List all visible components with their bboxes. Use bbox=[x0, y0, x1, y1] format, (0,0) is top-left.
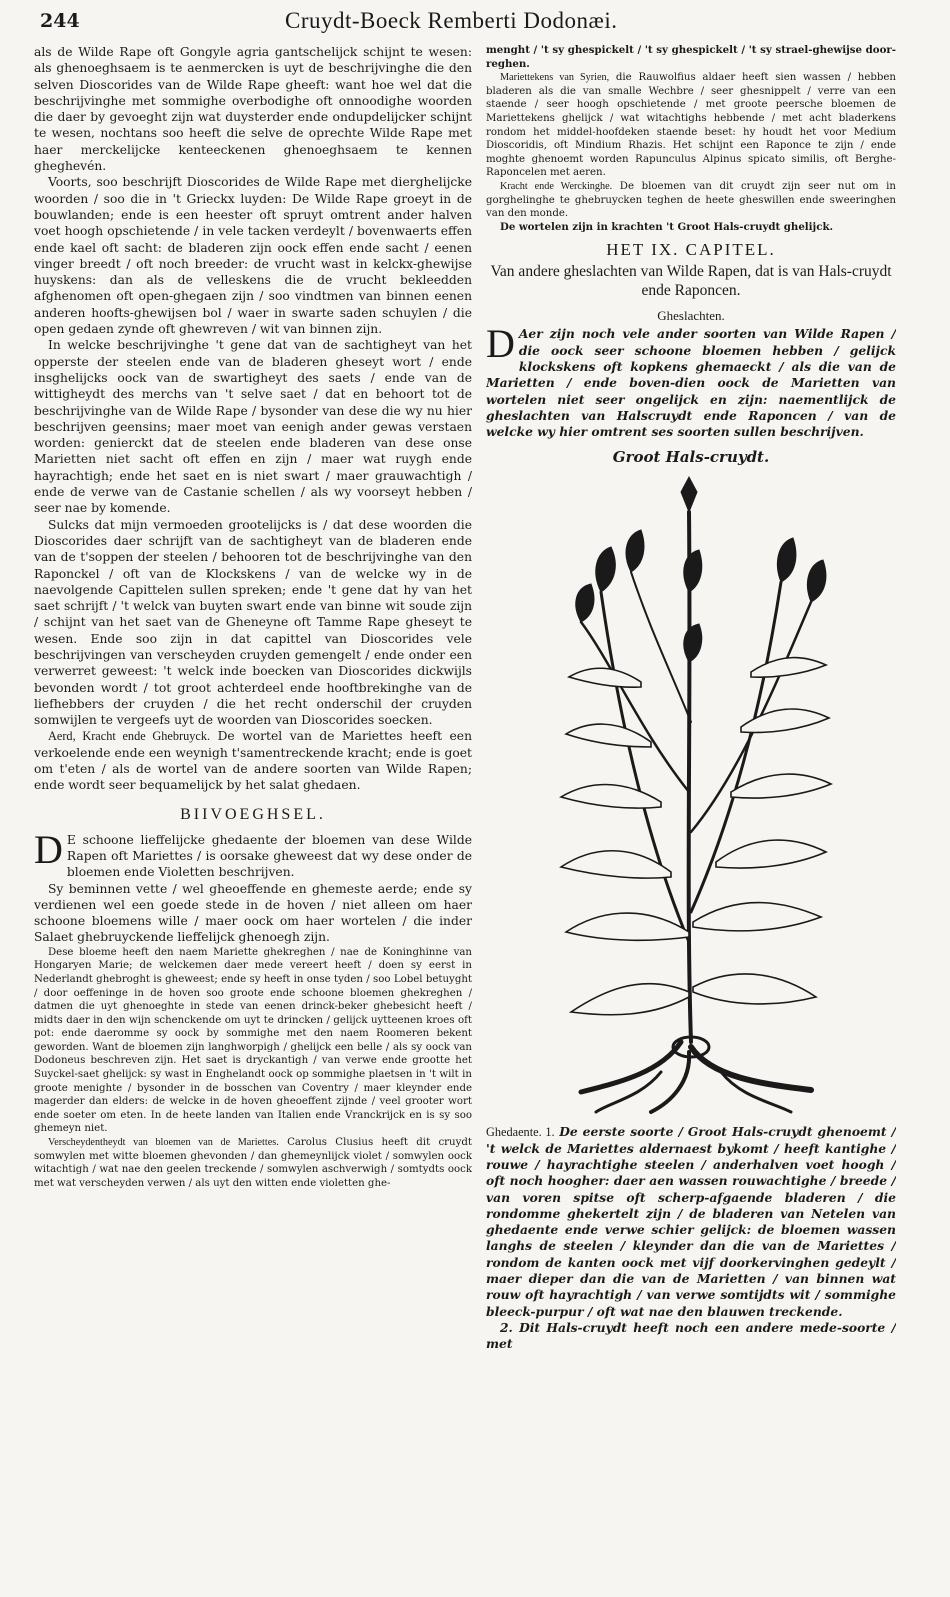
chapter-subtitle: Van andere gheslachten van Wilde Rapen, dat is van Hals-cruydt ende Raponcen. bbox=[490, 263, 892, 300]
paragraph: als de Wilde Rape oft Gongyle agria gantschelijck schijnt te wesen: als ghenoeghsaem is te aenmercken is uyt de beschrijvinghe die den selven Dioscorides van de Wilde Rape gheeft: want hoe wel dat die beschrijvinghe met sommighe overbodighe oft onnoodighe woorden die daer by gevoeght zijn wat duysterder ende ondupdelijcker schijnt te wesen, nochtans soo heeft die selve de oprechte Wilde Rape met haer merckelijcke kenteeckenen ghenoeghsaem te kennen gheghevén. bbox=[34, 45, 472, 174]
gheslachten-paragraph bbox=[486, 321, 896, 440]
paragraph: In welcke beschrijvinghe 't gene dat van de sachtigheyt van het opperste der steelen ende van de bladeren gheseyt wort / ende insghelijcks oock van de swartigheyt des saets / ende van de wittigheydt des merchs van 't selve saet / dat en behoort tot de beschrijvinghe van de Wilde Rape / bysonder van dese die wy nu hier beschrijven geensins; maer moet van eenigh ander gewas verstaen worden: genierckt dat de steelen ende bladeren van dese onse Marietten niet sacht oft effen en zijn / maer wat ruygh ende hayrachtigh; ende het saet en is niet swart / maer grauwachtigh / ende de verwe van de Castanie schellen / als wy voorseyt hebben / seer nae by komende. bbox=[34, 338, 472, 516]
drop-cap: D bbox=[34, 826, 63, 872]
right-column bbox=[486, 44, 896, 1584]
left-column bbox=[34, 44, 472, 1584]
plant-caption: Groot Hals-cruydt. bbox=[612, 448, 770, 467]
paragraph: Voorts, soo beschrijft Dioscorides de Wilde Rape met dierghelijcke woorden / soo die in 't Grieckx luyden: De Wilde Rape groeyt in de bouwlanden; ende is een heester oft spruyt omtrent ander halven voet hoogh opschietende / in vele tacken verdeylt / bovenwaerts effen ende kael oft sacht: de bladeren zijn oock effen ende sacht / eenen vinger breedt / oft noch breeder: de vrucht wast in kelckx-ghewijse huyskens: dan als de velleskens die de vrucht bekleedden afghenomen oft open-ghegaen zijn / soo vindtmen van binnen eenen anderen hoofts-ghewijsen bol / waer in swarte saden schuylen / die open gedaen zynde oft ghewreven / wit van binnen zijn. bbox=[34, 175, 472, 337]
paragraph: menght / 't sy ghespickelt / 't sy ghespickelt / 't sy strael-ghewijse door-reghen. bbox=[486, 44, 896, 70]
bijvoeghsel-intro bbox=[34, 826, 472, 881]
paragraph: Sulcks dat mijn vermoeden grootelijcks is / dat dese woorden die Dioscorides daer schrijft van de sachtigheyt van de bladeren ende van de t'soppen der steelen / behooren tot de beschrijvinghe van den Raponckel / oft van de Klockskens / van de welcke wy in de naevolgende Capittelen sullen spreken; ende 't gene dat hy van het saet schrijft / 't welck van buyten swart ende van binne wit soude zijn / schijnt van het saet van de Gheneyne oft Tamme Rape gheseyt te wesen. Ende soo zijn in dat capittel van Dioscorides vele beschrijvingen van verscheyden cruyden gemengelt / ende onder een verwerret geweest: 't welck inde boecken van Dioscorides dickwijls bevonden wordt / tot groot achterdeel ende hooftbrekinghe van de liefhebbers der cruyden / die het recht onderschil der cruyden somwijlen te vergeefs uyt de woorden van Dioscorides soecken. bbox=[34, 517, 472, 728]
mariet-text: die Rauwolfius aldaer heeft sien wassen / hebben bladeren als die van smalle Wechbre / seer ghesnippelt / verre van een staende / seer hoogh opschietende / met groote peersche bloemen de Mariettekens ghelijck / wat witachtighs hebbende / met acht bladerkens rondom het middel-hoofdeken staende beset: hy houdt het voor Medium Dioscoridis, oft Mindium Rhazis. Het schijnt een Raponce te zijn / ende moghte ghenoemt worden Rapunculus Alpinus spicato similis, oft Berghe-Raponcelen met aeren. bbox=[486, 72, 896, 179]
plant-woodcut-illustration bbox=[541, 472, 841, 1118]
bijvoeghsel-intro-text: E schoone lieffelijcke ghedaente der bloemen van dese Wilde Rapen oft Mariettes / is oorsake gheweest dat wy dese onder de bloemen ende Violetten beschrijven. bbox=[66, 832, 472, 880]
ghedaente-paragraph bbox=[486, 1124, 896, 1320]
aerd-text: De wortel van de Mariettes heeft een verkoelende ende een weynigh t'samentreckende kracht; ende is goet om t'eten / als de wortel van de andere soorten van Wilde Rapen; ende wordt seer bequamelijck by het salat ghedaen. bbox=[34, 729, 472, 793]
section-label-mariet: Mariettekens van Syrien, bbox=[500, 72, 610, 84]
section-heading-gheslachten: Gheslachten. bbox=[657, 308, 725, 324]
page-header bbox=[0, 6, 950, 36]
gheslachten-text: Aer zijn noch vele ander soorten van Wilde Rapen / die oock seer schoone bloemen hebben / gelijck klockskens oft kopkens ghemaeckt / als die van de Marietten / ende boven-dien oock de Marietten van wortelen niet seer ongelijck en zijn: naementlijck de gheslachten van Halscruydt ende Raponcen / van de welcke wy hier omtrent ses soorten sullen beschrijven. bbox=[486, 326, 896, 440]
versch-paragraph bbox=[34, 1136, 472, 1190]
section-heading-bijvoeghsel: BIIVOEGHSEL. bbox=[180, 805, 326, 823]
section-label-aerd: Aerd, Kracht ende Ghebruyck. bbox=[48, 729, 211, 744]
paragraph: Dese bloeme heeft den naem Mariette ghekreghen / nae de Koninghinne van Hongaryen Marie; de welckemen daer mede vereert heeft / doen sy eerst in Nederlandt ghebroght is gheweest; ende sy heeft in onse tyden / soo Lobel betuyght / door oeffeninge in de hoven soo groote ende schoone bloemen ghekreghen / datmen die uyt ghenoeghte in stede van eenen drinck-beker ghebesicht heeft / midts daer in den wijn schenckende om uyt te drincken / gelijck uytteenen kroes oft pot: ende daeromme sy oock by sommighe met den naem Roomeren bekent geworden. Want de bloemen zijn langhworpigh / ghelijck een belle / als sy oock van Dodoneus beschreven zijn. Het saet is dryckantigh / van verwe ende grootte het Suyckel-saet ghelijck: sy wast in Enghelandt oock op sommighe plaetsen in 't wilt in groote menighte / bysonder in de bosschen van Coventry / maer kleynder ende magerder dan elders: de welcke in de hoven gheoeffent zijnde / veel grooter wort ende soeter om eten. In de heete landen van Italien ende Vranckrijck en is sy soo ghemeyn niet. bbox=[34, 946, 472, 1135]
paragraph: 2. Dit Hals-cruydt heeft noch een andere mede-soorte / met bbox=[486, 1319, 896, 1352]
drop-cap: D bbox=[486, 321, 515, 367]
kracht-text: De bloemen van dit cruydt zijn seer nut om in gorghelinghe te ghebruycken teghen de heete gheswillen ende sweeringhen van den monde. bbox=[486, 180, 896, 220]
section-label-ghedaente: Ghedaente. 1. bbox=[486, 1125, 555, 1140]
paragraph: Sy beminnen vette / wel gheoeffende en ghemeste aerde; ende sy verdienen wel een goede stede in de hoven / niet alleen om haer schoone bloemens wille / maer oock om haer wortelen / die inder Salaet ghebruyckende lieffelijck ghenoegh zijn. bbox=[34, 881, 472, 945]
paragraph: De wortelen zijn in krachten 't Groot Hals-cruydt ghelijck. bbox=[500, 220, 834, 233]
kracht-paragraph bbox=[486, 180, 896, 221]
ghedaente-text: De eerste soorte / Groot Hals-cruydt ghenoemt / 't welck de Mariettes aldernaest bykomt / heeft kantighe / rouwe / hayrachtighe steelen / anderhalven voet hoogh / oft noch hoogher: daer aen wassen rouwachtighe / breede / van voren spitse oft scherp-afgaende bladeren / die rondomme ghekertelt zijn / de bladeren van Netelen van ghedaente ende verwe schier gelijck: de bloemen wassen langhs de steelen / kleynder dan die van de Mariettes / rondom de kanten oock met vijf doorkervinghen gedeylt / maer dieper dan die van de Marietten / van binnen wat rouw oft hayrachtigh / van verwe somtijdts wit / sommighe bleeck-purpur / oft wat nae den blauwen treckende. bbox=[486, 1124, 896, 1319]
versch-text: Carolus Clusius heeft dit cruydt somwylen met witte bloemen ghevonden / dan ghemeynlijck violet / somwylen oock witachtigh / wat nae den geelen treckende / somwylen aschverwigh / somtydts oock met wat verscheyden verwen / als uyt den witten ende violetten ghe- bbox=[34, 1137, 472, 1189]
section-label-versch: Verscheydentheydt van bloemen van de Mariettes. bbox=[48, 1137, 279, 1149]
running-title: Cruydt-Boeck Remberti Dodonæi. bbox=[285, 8, 618, 33]
section-label-kracht: Kracht ende Werckinghe. bbox=[500, 180, 613, 192]
aerd-paragraph bbox=[34, 728, 472, 793]
mariet-paragraph bbox=[486, 71, 896, 180]
chapter-heading: HET IX. CAPITEL. bbox=[606, 240, 776, 260]
page-number: 244 bbox=[40, 10, 80, 32]
